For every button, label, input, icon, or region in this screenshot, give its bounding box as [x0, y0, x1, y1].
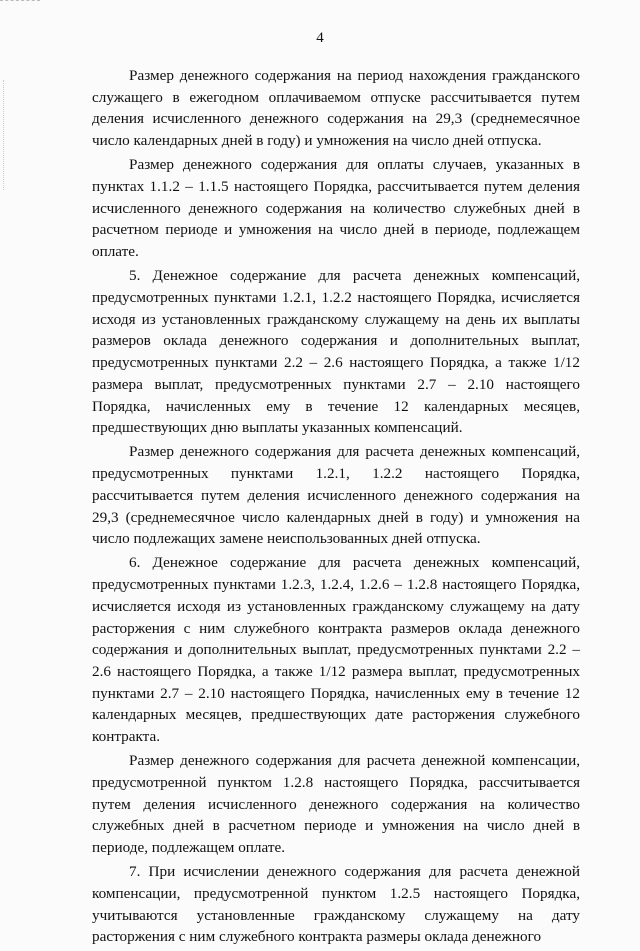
paragraph-item-5: 5. Денежное содержание для расчета денежных компенсаций, предусмотренных пунктами 1.2.1, 1.2.2 настоящего Порядка, исчисляется исходя из установленных гражданскому служащему на день их выплаты размеров оклада денежного содержания и дополнительных выплат, предусмотренных пунктами 2.2 – 2.6 настоящего Порядка, а также 1/12 размера выплат, предусмотренных пунктами 2.7 – 2.10 настоящего Порядка, начисленных ему в течение 12 календарных месяцев, предшествующих дню выплаты указанных компенсаций. [92, 267, 580, 437]
paragraph-item-7: 7. При исчислении денежного содержания для расчета денежной компенсации, предусмотренной пунктом 1.2.5 настоящего Порядка, учитываются установленные гражданскому служащему на дату расторжения с ним служебного контракта размеры оклада денежного [92, 863, 580, 946]
paragraph-item-6-calculation: Размер денежного содержания для расчета денежной компенсации, предусмотренной пунктом 1.2.8 настоящего Порядка, рассчитывается путем деления исчисленного денежного содержания на количество служебных дней в расчетном периоде и умножения на число дней в периоде, подлежащем оплате. [92, 752, 580, 857]
paragraph-item-5-calculation: Размер денежного содержания для расчета денежных компенсаций, предусмотренных пунктами 1.2.1, 1.2.2 настоящего Порядка, рассчитывается путем деления исчисленного денежного содержания на 29,3 (среднемесячное число календарных дней в году) и умножения на число подлежащих замене неиспользованных дней отпуска. [92, 443, 580, 548]
document-body [92, 65, 580, 951]
paragraph-cases-pay: Размер денежного содержания для оплаты случаев, указанных в пунктах 1.1.2 – 1.1.5 настоящего Порядка, рассчитывается путем деления исчисленного денежного содержания на количество служебных дней в расчетном периоде и умножения на число дней в периоде, подлежащем оплате. [92, 156, 580, 261]
scan-edge-ticks [3, 80, 6, 190]
paragraph-item-6: 6. Денежное содержание для расчета денежных компенсаций, предусмотренных пунктами 1.2.3, 1.2.4, 1.2.6 – 1.2.8 настоящего Порядка, исчисляется исходя из установленных гражданскому служащему на дату расторжения с ним служебного контракта размеров оклада денежного содержания и дополнительных выплат, предусмотренных пунктами 2.2 – 2.6 настоящего Порядка, а также 1/12 размера выплат, предусмотренных пунктами 2.7 – 2.10 настоящего Порядка, начисленных ему в течение 12 календарных месяцев, предшествующих дате расторжения служебного контракта. [92, 554, 580, 746]
page-number: 4 [316, 30, 324, 46]
paragraph-vacation-pay: Размер денежного содержания на период нахождения гражданского служащего в ежегодном оплачиваемом отпуске рассчитывается путем деления исчисленного денежного содержания на 29,3 (среднемесячное число календарных дней в году) и умножения на число дней отпуска. [92, 67, 580, 150]
scan-edge-mark [0, 0, 40, 4]
